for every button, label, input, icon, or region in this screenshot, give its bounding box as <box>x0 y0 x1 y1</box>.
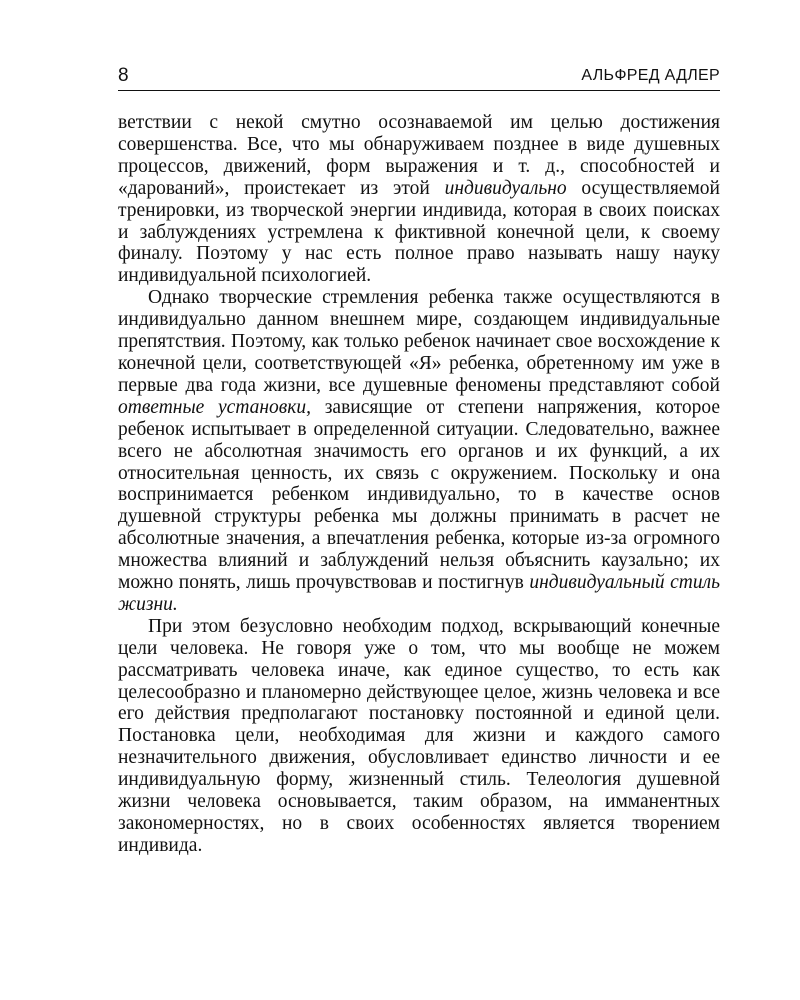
running-head-author: АЛЬФРЕД АДЛЕР <box>581 67 720 84</box>
paragraph <box>118 287 720 616</box>
emphasized-term: индивидуальный стиль жизни. <box>118 572 720 615</box>
text-run: Однако творческие стремления ребенка также осуществляются в индивидуально данном внешнем мире, создающем индивидуальные препятствия. Поэтому, как только ребенок начинает свое восхождение к конечной цели, соответствующей «Я» ребенка, обретенному им уже в первые два года жизни, все душевные феномены представляют собой <box>118 287 720 396</box>
emphasized-term: индивидуально <box>444 177 567 199</box>
text-run: осуществляемой тренировки, из творческой энергии индивида, которая в своих поисках и заблуждениях устремлена к фиктивной конечной цели, к своему финалу. Поэтому у нас есть полное право называть нашу науку индивидуальной психологией. <box>118 177 720 287</box>
paragraph <box>118 616 720 857</box>
page-number: 8 <box>118 65 129 86</box>
text-run: ветствии с некой смутно осознаваемой им целью достижения совершенства. Все, что мы обнаруживаем позднее в виде душевных процессов, движений, форм выражения и т. д., способностей и «дарований», проистекает из этой <box>118 112 720 199</box>
text-run: зависящие от степени напряжения, которое ребенок испытывает в определенной ситуации. Следовательно, важнее всего не абсолютная значимость его органов и их функций, а их относительная ценность, их связь с окружением. Поскольку и она воспринимается ребенком индивидуально, то в качестве основ душевной структуры ребенка мы должны принимать в расчет не абсолютные значения, а впечатления ребенка, которые из-за огромного множества влияний и заблуждений нельзя объяснить каузально; их можно понять, лишь прочувствовав и постигнув <box>118 396 721 594</box>
paragraph-continued <box>118 112 720 287</box>
page-header <box>118 64 720 91</box>
body-text <box>118 112 720 857</box>
text-run: При этом безусловно необходим подход, вскрывающий конечные цели человека. Не говоря уже о том, что мы вообще не можем рассматривать человека иначе, как единое существо, то есть как целесообразно и планомерно действующее целое, жизнь человека и все его действия предполагают постановку постоянной и единой цели. Постановка цели, необходимая для жизни и каждого самого незначительного движения, обусловливает единство личности и ее индивидуальную форму, жизненный стиль. Телеология душевной жизни человека основывается, таким образом, на имманентных закономерностях, но в своих особенностях является творением индивида. <box>118 615 720 856</box>
emphasized-term: ответные установки, <box>118 396 312 418</box>
